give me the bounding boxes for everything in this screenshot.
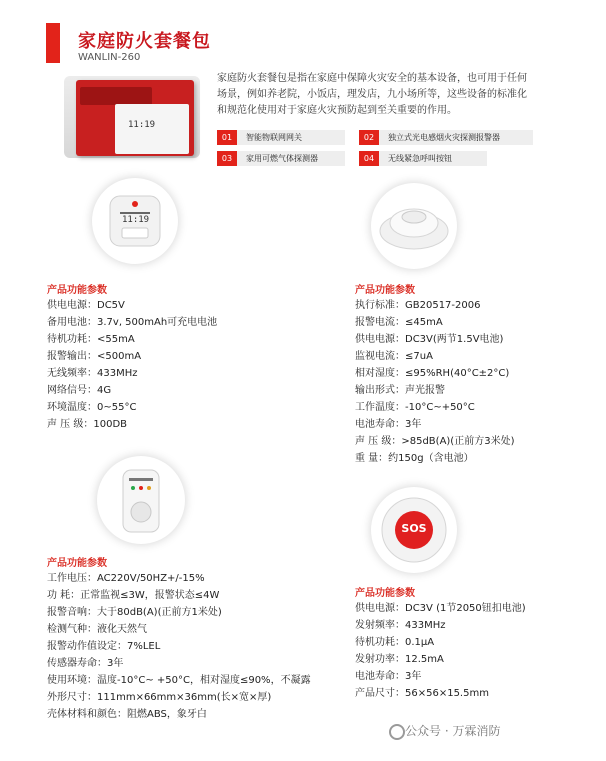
spec-item: 报警输出：<500mA	[47, 351, 142, 362]
spec-item: 检测气种：液化天然气	[47, 624, 147, 635]
spec-item: 传感器寿命：3年	[47, 658, 124, 669]
feature-label: 家用可燃气体探测器	[246, 154, 318, 163]
spec-item: 功 耗：正常监视≤3W，报警状态≤4W	[47, 590, 220, 601]
spec-item: 发射功率：12.5mA	[355, 654, 444, 665]
spec-item: 执行标准：GB20517-2006	[355, 300, 481, 311]
spec-item: 产品尺寸：56×56×15.5mm	[355, 688, 489, 699]
section-title: 产品功能参数	[47, 558, 107, 569]
spec-item: 工作温度：-10°C~+50°C	[355, 402, 475, 413]
feature-tag	[359, 130, 533, 145]
page-title: 家庭防火套餐包	[78, 31, 211, 52]
spec-item: 相对湿度：≤95%RH(40°C±2°C)	[355, 368, 510, 379]
spec-item: 壳体材料和颜色：阻燃ABS，象牙白	[47, 709, 207, 720]
feature-tag	[359, 151, 487, 166]
spec-item: 报警音响：大于80dB(A)(正前方1米处)	[47, 607, 222, 618]
feature-number: 01	[217, 130, 237, 145]
package-box-display: 11:19	[128, 120, 156, 130]
feature-label: 无线紧急呼叫按钮	[388, 154, 452, 163]
feature-number: 03	[217, 151, 237, 166]
section-title: 产品功能参数	[355, 588, 415, 599]
spec-item: 电池寿命：3年	[355, 671, 422, 682]
spec-list	[355, 600, 526, 702]
spec-item: 发射频率：433MHz	[355, 620, 446, 631]
spec-item: 工作电压：AC220V/50HZ+/-15%	[47, 573, 205, 584]
spec-item: 环境温度：0~55°C	[47, 402, 137, 413]
gas-detector-icon	[97, 456, 185, 544]
spec-item: 待机功耗：0.1μA	[355, 637, 435, 648]
spec-item: 声 压 级：100DB	[47, 419, 128, 430]
spec-item: 电池寿命：3年	[355, 419, 422, 430]
spec-item: 外形尺寸：111mm×66mm×36mm(长×宽×厚)	[47, 692, 272, 703]
gateway-display: 11:19	[122, 215, 150, 225]
gas-detector-photo	[97, 456, 185, 544]
wechat-icon	[389, 724, 405, 740]
spec-item: 无线频率：433MHz	[47, 368, 138, 379]
model-number: WANLIN-260	[78, 52, 141, 63]
feature-tag	[217, 130, 345, 145]
feature-label: 独立式光电感烟火灾探测报警器	[388, 133, 500, 142]
spec-item: 监视电流：≤7uA	[355, 351, 433, 362]
package-box-label	[80, 87, 152, 105]
feature-label: 智能物联网网关	[246, 133, 302, 142]
title-accent-bar	[46, 23, 60, 63]
smoke-detector-icon	[371, 183, 457, 269]
watermark: 公众号 · 万霖消防	[405, 724, 501, 738]
spec-list	[47, 570, 311, 723]
spec-item: 使用环境：温度-10°C~ +50°C，相对湿度≤90%，不凝露	[47, 675, 311, 686]
feature-tag	[217, 151, 345, 166]
spec-list	[47, 297, 217, 433]
spec-item: 备用电池：3.7v, 500mAh可充电电池	[47, 317, 218, 328]
spec-item: 网络信号：4G	[47, 385, 112, 396]
feature-number: 04	[359, 151, 379, 166]
spec-list	[355, 297, 514, 467]
spec-item: 重 量：约150g（含电池）	[355, 453, 474, 464]
smoke-detector-photo	[371, 183, 457, 269]
spec-item: 报警电流：≤45mA	[355, 317, 443, 328]
section-title: 产品功能参数	[355, 285, 415, 296]
spec-item: 输出形式：声光报警	[355, 385, 445, 396]
spec-item: 待机功耗：<55mA	[47, 334, 135, 345]
sos-label: SOS	[401, 522, 427, 535]
spec-item: 供电电源：DC5V	[47, 300, 125, 311]
spec-item: 声 压 级：>85dB(A)(正前方3米处)	[355, 436, 515, 447]
spec-item: 供电电源：DC3V (1节2050钮扣电池)	[355, 603, 526, 614]
intro-paragraph: 家庭防火套餐包是指在家庭中保障火灾安全的基本设备，也可用于任何场景，例如养老院，小饭店，理发店，九小场所等，这些设备的标准化和规范化使用对于家庭火灾预防起到至关重要的作用。	[217, 73, 527, 116]
feature-number: 02	[359, 130, 379, 145]
section-title: 产品功能参数	[47, 285, 107, 296]
spec-item: 报警动作值设定：7%LEL	[47, 641, 161, 652]
spec-item: 供电电源：DC3V(两节1.5V电池)	[355, 334, 504, 345]
